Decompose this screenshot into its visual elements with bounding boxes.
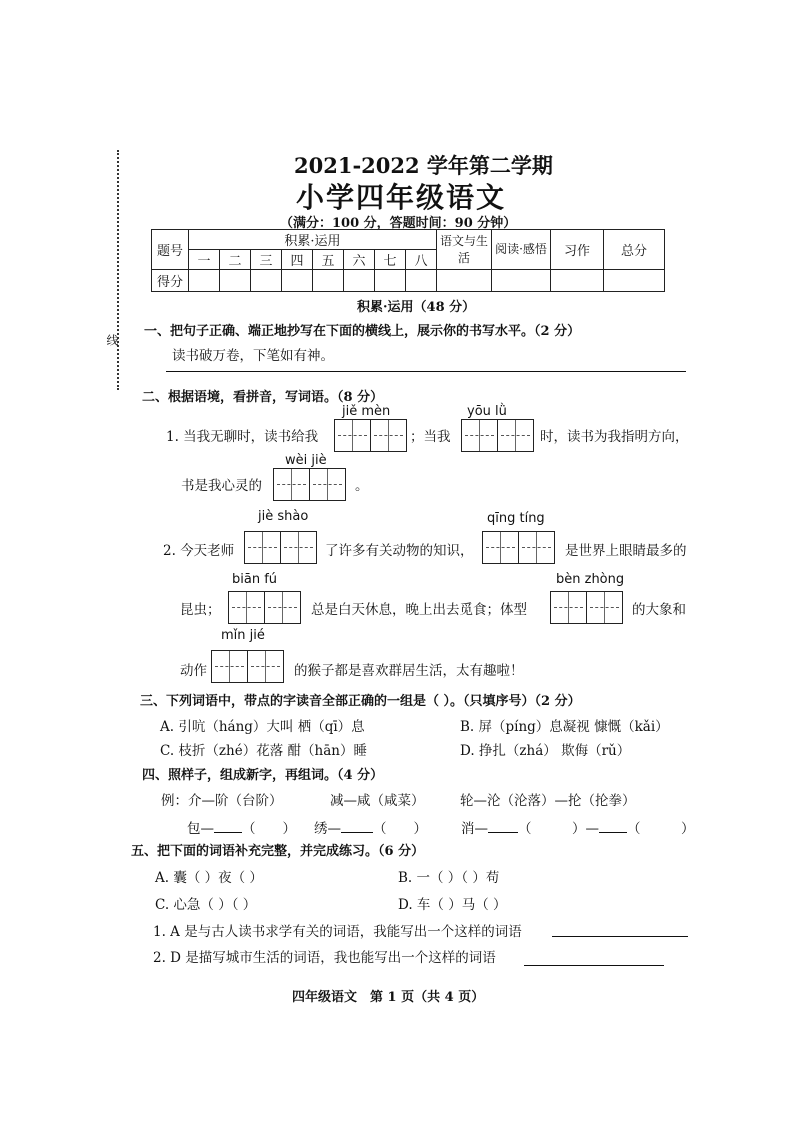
- answer-line-2[interactable]: [524, 965, 664, 966]
- score-cell[interactable]: [313, 270, 344, 292]
- q1-writing-line[interactable]: [166, 371, 686, 372]
- q2-s1-c: 时，读书为我指明方向，: [540, 429, 689, 445]
- score-cell[interactable]: [551, 270, 604, 292]
- score-num: 一: [189, 250, 220, 270]
- q4-title: 四、照样子，组成新字，再组词。（4 分）: [142, 768, 384, 783]
- score-cell[interactable]: [344, 270, 375, 292]
- answer-grid-jieshao[interactable]: [244, 531, 317, 564]
- q2-s1-a: 1. 当我无聊时，读书给我: [166, 429, 319, 445]
- q5-part-2: 2. D 是描写城市生活的词语，我也能写出一个这样的词语: [153, 950, 496, 966]
- score-cell[interactable]: [189, 270, 220, 292]
- q4-example-3: 轮—沦（沦落）—抡（抡拳）: [460, 793, 636, 809]
- q4-stem-xiao: 消—: [461, 821, 488, 837]
- score-col-total: 总分: [604, 230, 665, 270]
- score-col-yuwen: 语文与生活: [437, 230, 492, 270]
- q3-option-b: B. 屏（píng）息凝视 慷慨（kǎi）: [460, 719, 669, 735]
- binding-mark: 线: [105, 334, 119, 346]
- pinyin-benzhong: bèn zhòng: [556, 572, 625, 587]
- q2-s2-d: 昆虫；: [180, 602, 221, 618]
- q2-s1-e: 。: [355, 478, 369, 494]
- page-footer: 四年级语文 第 1 页（共 4 页）: [292, 990, 485, 1005]
- score-cell[interactable]: [437, 270, 492, 292]
- score-col-xizuo: 习作: [551, 230, 604, 270]
- answer-line-1[interactable]: [552, 936, 688, 937]
- q2-title: 二、根据语境，看拼音，写词语。（8 分）: [142, 390, 384, 405]
- pinyin-youlu: yōu lǜ: [467, 404, 507, 419]
- q2-s2-h: 的猴子都是喜欢群居生活，太有趣啦！: [294, 663, 524, 679]
- score-cell[interactable]: [406, 270, 437, 292]
- q3-title: 三、下列词语中，带点的字读音全部正确的一组是（ ）。（只填序号）（2 分）: [140, 694, 581, 709]
- q5-item-d: D. 车（ ）马（ ）: [398, 897, 507, 913]
- answer-grid-minjie[interactable]: [211, 650, 284, 683]
- score-cell[interactable]: [282, 270, 313, 292]
- q1-sentence: 读书破万卷，下笔如有神。: [172, 348, 334, 364]
- q2-s2-f: 的大象和: [632, 602, 686, 618]
- answer-grid-jiemen[interactable]: [334, 419, 407, 452]
- q2-s1-d: 书是我心灵的: [181, 478, 262, 494]
- q5-title: 五、把下面的词语补充完整，并完成练习。（6 分）: [131, 844, 425, 859]
- q2-s2-e: 总是白天休息，晚上出去觅食；体型: [311, 602, 527, 618]
- pinyin-bianfu: biān fú: [232, 572, 278, 587]
- q4-line-xiao: 消— （ ）— （ ）: [461, 821, 695, 837]
- exam-term: 2021-2022 学年第二学期: [294, 153, 553, 178]
- score-num: 七: [375, 250, 406, 270]
- q2-s2-a: 2. 今天老师: [163, 543, 235, 559]
- exam-info: （满分：100 分，答题时间：90 分钟）: [280, 216, 517, 231]
- score-num: 二: [220, 250, 251, 270]
- q2-s2-b: 了许多有关动物的知识，: [325, 543, 474, 559]
- score-num: 六: [344, 250, 375, 270]
- answer-grid-qingting[interactable]: [482, 531, 555, 564]
- q5-item-a: A. 囊（ ）夜（ ）: [155, 870, 263, 886]
- score-num: 三: [251, 250, 282, 270]
- score-cell[interactable]: [375, 270, 406, 292]
- answer-grid-benzhong[interactable]: [550, 591, 623, 624]
- answer-blank[interactable]: [488, 832, 518, 833]
- score-group-jilei: 积累·运用: [189, 230, 437, 250]
- pinyin-jiemen: jiě mèn: [342, 404, 391, 419]
- q2-s2-g: 动作: [180, 663, 207, 679]
- pinyin-minjie: mǐn jié: [221, 628, 265, 643]
- q3-option-c: C. 枝折（zhé）花落 酣（hān）睡: [160, 743, 367, 759]
- score-cell[interactable]: [604, 270, 665, 292]
- q4-example-1: 例：介—阶（台阶）: [161, 793, 283, 809]
- q4-line-bao: 包— （ ）: [187, 821, 296, 837]
- answer-grid-youlu[interactable]: [461, 419, 534, 452]
- answer-blank[interactable]: [599, 832, 627, 833]
- score-row-label: 得分: [152, 270, 189, 292]
- score-num: 四: [282, 250, 313, 270]
- answer-blank[interactable]: [341, 832, 373, 833]
- score-num: 八: [406, 250, 437, 270]
- pinyin-qingting: qīng tíng: [487, 511, 545, 526]
- section-title: 积累·运用（48 分）: [357, 300, 476, 315]
- answer-blank[interactable]: [214, 832, 242, 833]
- score-table: [151, 229, 665, 292]
- q5-item-c: C. 心急（ ）（ ）: [155, 897, 257, 913]
- binding-dotted-line: [117, 150, 119, 390]
- q3-option-d: D. 挣扎（zhá） 欺侮（rǔ）: [460, 743, 631, 759]
- score-num: 五: [313, 250, 344, 270]
- q1-title: 一、把句子正确、端正地抄写在下面的横线上，展示你的书写水平。（2 分）: [144, 324, 581, 339]
- score-cell[interactable]: [251, 270, 282, 292]
- exam-title: 小学四年级语文: [296, 181, 507, 214]
- q5-item-b: B. 一（ ）（ ）苟: [398, 870, 500, 886]
- answer-grid-weijie[interactable]: [273, 468, 346, 501]
- score-col-yuedu: 阅读·感悟: [492, 230, 551, 270]
- q4-stem-bao: 包—: [187, 821, 214, 837]
- q2-s2-c: 是世界上眼睛最多的: [565, 543, 687, 559]
- q4-line-xiu: 绣— （ ）: [314, 821, 427, 837]
- score-cell[interactable]: [492, 270, 551, 292]
- pinyin-jieshao: jiè shào: [258, 509, 309, 524]
- score-cell[interactable]: [220, 270, 251, 292]
- score-label: 题号: [152, 230, 189, 270]
- pinyin-weijie: wèi jiè: [285, 453, 327, 468]
- q4-stem-xiu: 绣—: [314, 821, 341, 837]
- answer-grid-bianfu[interactable]: [228, 591, 301, 624]
- q5-part-1: 1. A 是与古人读书求学有关的词语，我能写出一个这样的词语: [153, 924, 522, 940]
- q4-example-2: 减—咸（咸菜）: [330, 793, 425, 809]
- q2-s1-b: ；当我: [410, 429, 451, 445]
- q3-option-a: A. 引吭（háng）大叫 栖（qī）息: [160, 719, 365, 735]
